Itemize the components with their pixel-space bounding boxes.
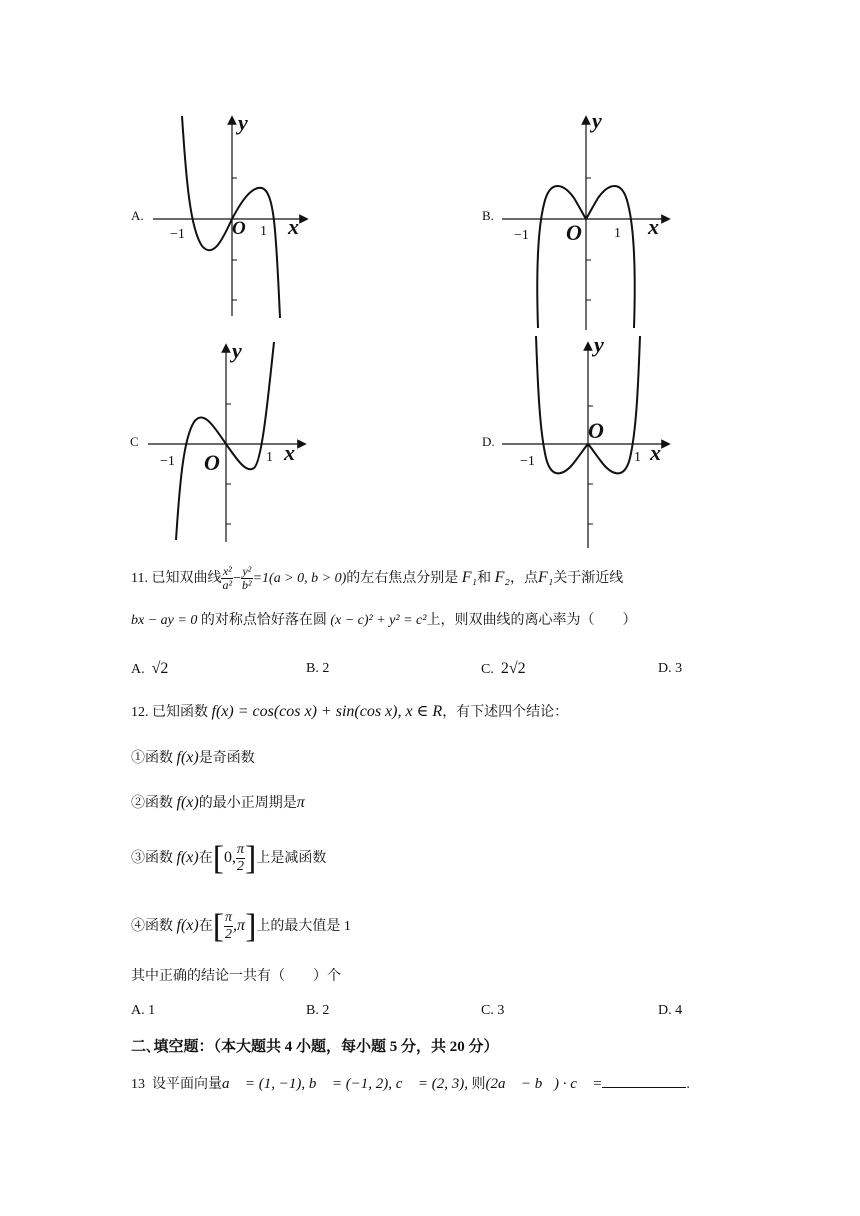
q12-statement-1: ①函数 f(x)是奇函数	[131, 749, 255, 766]
graph-c-yaxis: y	[232, 338, 242, 363]
graph-d-xpos: 1	[634, 450, 641, 465]
graph-c-xpos: 1	[266, 450, 273, 465]
q12-statement-2: ②函数 f(x)的最小正周期是π	[131, 794, 305, 811]
graph-b-yaxis: y	[592, 108, 602, 133]
q11-circle: (x − c)² + y² = c²	[330, 613, 427, 628]
q12-option-b: B. 2	[306, 1003, 330, 1018]
q13-number: 13	[131, 1077, 145, 1092]
graph-a-xneg: −1	[170, 227, 185, 242]
q11-line2	[131, 611, 636, 631]
q13-text1: 设平面向量	[152, 1077, 222, 1092]
q11-option-d: D. 3	[658, 661, 683, 676]
q11-minus: −	[233, 571, 241, 586]
q11-cond: =1(a > 0, b > 0)	[252, 571, 347, 586]
graph-a-xaxis: x	[288, 214, 299, 239]
graph-a-origin: O	[232, 218, 246, 239]
graph-a-label: A.	[131, 208, 144, 223]
q12-text1: 已知函数	[152, 705, 208, 720]
q11-f1b: F₁	[537, 569, 554, 586]
q12-func: f(x) = cos(cos x) + sin(cos x), x ∈ R	[211, 703, 443, 720]
q11-and: 和	[477, 571, 492, 586]
graph-c-label: C	[130, 434, 139, 449]
graph-a	[128, 108, 318, 323]
q11-text1: 已知双曲线	[151, 571, 222, 586]
q11-text6: 上，则双曲线的离心率为（ ）	[426, 613, 637, 628]
graph-b-xneg: −1	[514, 228, 529, 243]
graph-d-label: D.	[482, 434, 495, 449]
q11-line1	[131, 558, 623, 598]
q11-f2: F₂	[494, 569, 510, 586]
q11-frac2: $\frac{\text{y²}}{\text{b²}}$	[242, 564, 252, 593]
q11-option-a: A. √2	[131, 660, 169, 677]
graph-d-xaxis: x	[650, 440, 661, 465]
graph-c-xneg: −1	[160, 454, 175, 469]
graph-b-xpos: 1	[614, 226, 621, 241]
q12-summary: 其中正确的结论一共有（ ）个	[131, 969, 341, 984]
graph-b-origin: O	[566, 220, 582, 245]
q12-statement-3: ③函数 f(x)在[0, $\frac{\pi}{2}$ ]上是减函数	[131, 839, 327, 877]
q13-expression: (2a⃗ − b⃗) · c⃗ =	[485, 1076, 603, 1092]
graph-d-origin: O	[588, 418, 604, 443]
q12-option-d: D. 4	[658, 1003, 683, 1018]
q11-f1: F₁	[461, 569, 478, 586]
graph-a-xpos: 1	[260, 224, 267, 239]
graph-d	[480, 332, 680, 554]
q13-answer-blank[interactable]	[602, 1073, 686, 1088]
graph-c	[128, 338, 318, 548]
graph-b-xaxis: x	[648, 214, 659, 239]
q11-text5: 的对称点恰好落在圆	[200, 613, 327, 628]
q11-asymptote: bx − ay = 0	[131, 613, 198, 628]
graph-a-yaxis: y	[238, 110, 248, 135]
q13-end: .	[686, 1077, 690, 1092]
q11-text3: ，点	[509, 571, 538, 586]
graph-b-label: B.	[482, 208, 494, 223]
q13-vectors: a⃗ = (1, −1), b⃗ = (−1, 2), c⃗ = (2, 3),	[222, 1076, 468, 1092]
graph-d-xneg: −1	[520, 454, 535, 469]
q12-number: 12.	[131, 705, 149, 720]
graph-b	[480, 108, 680, 333]
q12-option-a: A. 1	[131, 1003, 156, 1018]
q11-number: 11.	[131, 571, 148, 586]
section-heading: 二､填空题：（本大题共 4 小题，每小题 5 分，共 20 分）	[131, 1039, 499, 1055]
q11-option-b: B. 2	[306, 661, 330, 676]
q12-stem	[131, 702, 568, 723]
q11-option-c: C. 2√2	[481, 660, 526, 677]
q13-stem	[131, 1073, 690, 1095]
graph-c-origin: O	[204, 450, 220, 475]
q11-frac1: $\frac{\text{x²}}{\text{a²}}$	[222, 564, 233, 593]
q13-text2: 则	[471, 1077, 486, 1092]
q12-option-c: C. 3	[481, 1003, 505, 1018]
q12-statement-4: ④函数 f(x)在[ $\frac{\pi}{2}$ ,π]上的最大值是 1	[131, 907, 351, 945]
graph-d-yaxis: y	[594, 332, 604, 357]
graph-c-xaxis: x	[284, 440, 295, 465]
q11-text2: 的左右焦点分别是	[346, 571, 459, 586]
q11-text4: 关于渐近线	[553, 571, 624, 586]
q12-text2: ，有下述四个结论：	[442, 705, 569, 720]
